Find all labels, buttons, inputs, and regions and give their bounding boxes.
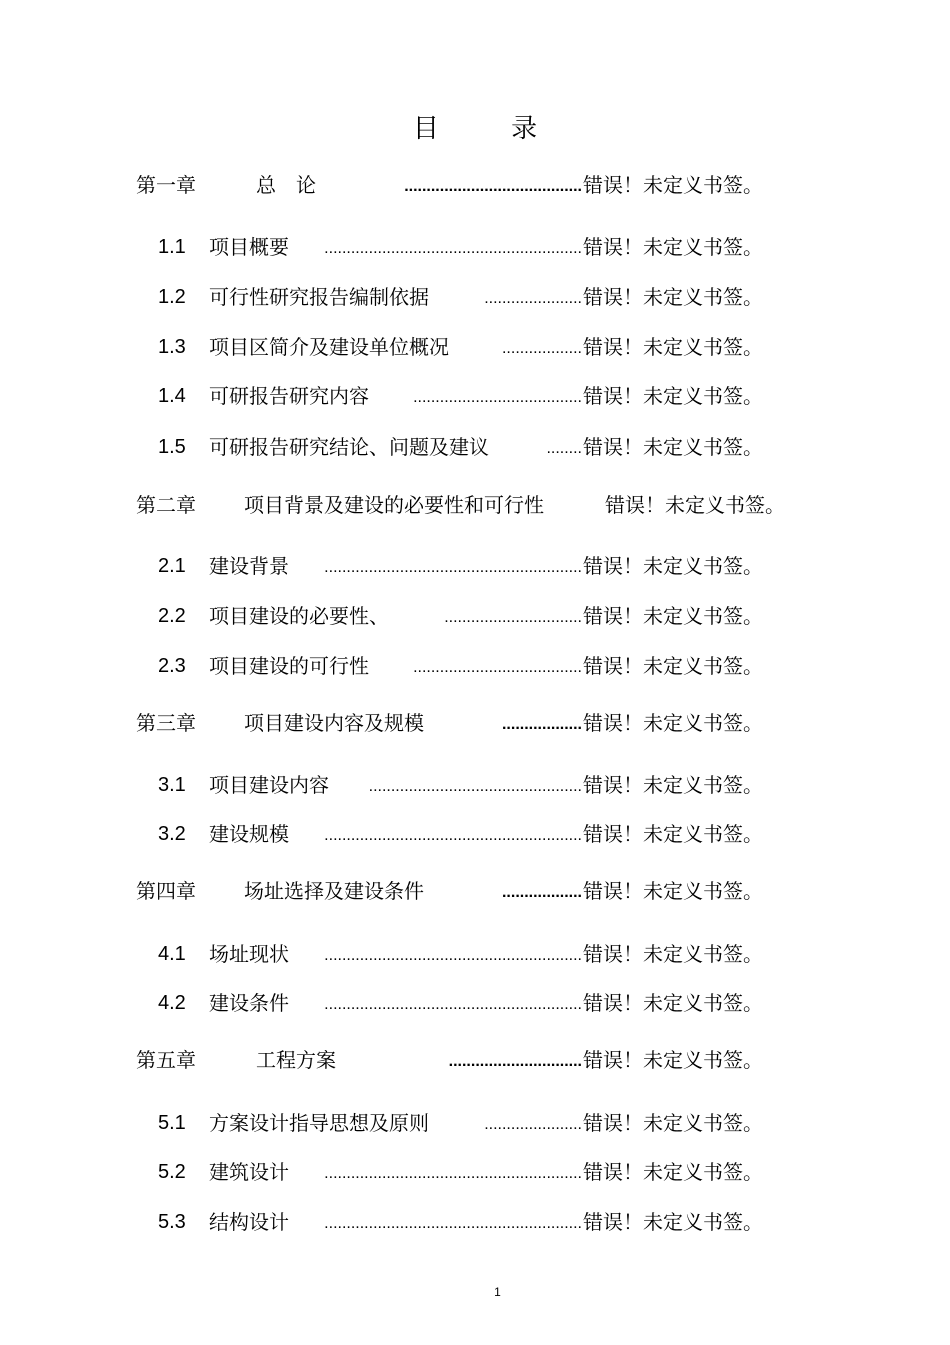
toc-page-ref: 错误！未定义书签。 [583,773,763,797]
toc-page-ref: 错误！未定义书签。 [583,1160,763,1184]
section-number: 4.2 [158,992,186,1014]
section-title: 项目区简介及建设单位概况 [209,335,449,359]
section-title: 建设规模 [209,822,289,846]
chapter-title: 总 论 [256,173,316,197]
chapter-label: 第五章 [136,1048,196,1072]
section-number: 5.3 [158,1211,186,1233]
toc-leader-dots: ................................................ [368,778,582,795]
section-number: 3.2 [158,823,186,845]
toc-page-ref: 错误！未定义书签。 [583,435,763,459]
section-number: 1.4 [158,385,186,407]
section-title: 建设背景 [209,554,289,578]
section-number: 1.2 [158,286,186,308]
toc-section-2-2[interactable] [0,601,950,631]
toc-chapter-3[interactable] [0,708,950,738]
toc-leader-dots: ...................................... [413,659,582,676]
toc-page-ref: 错误！未定义书签。 [583,173,763,197]
section-number: 3.1 [158,774,186,796]
toc-section-5-1[interactable] [0,1108,950,1138]
chapter-label: 第三章 [136,711,196,735]
toc-page-ref: 错误！未定义书签。 [583,879,763,903]
toc-leader-dots: .......................................................... [324,240,582,257]
toc-chapter-1[interactable] [0,170,950,200]
section-title: 可行性研究报告编制依据 [209,285,429,309]
toc-leader-dots: ...................... [484,1116,582,1133]
chapter-title: 项目背景及建设的必要性和可行性 [244,493,544,517]
toc-section-3-2[interactable] [0,819,950,849]
toc-section-2-3[interactable] [0,651,950,681]
toc-page-ref: 错误！未定义书签。 [583,384,763,408]
toc-page-ref: 错误！未定义书签。 [583,942,763,966]
toc-leader-dots: ...................... [484,290,582,307]
toc-page-ref: 错误！未定义书签。 [605,493,785,517]
toc-page-ref: 错误！未定义书签。 [583,1048,763,1072]
toc-page-ref: 错误！未定义书签。 [583,285,763,309]
toc-section-5-2[interactable] [0,1157,950,1187]
toc-leader-dots: .......................................................... [324,996,582,1013]
toc-leader-dots: .......................................................... [324,947,582,964]
section-number: 1.3 [158,336,186,358]
section-number: 4.1 [158,943,186,965]
chapter-label: 第四章 [136,879,196,903]
toc-leader-dots: ........................................ [404,178,582,195]
section-title: 可研报告研究结论、问题及建议 [209,435,489,459]
section-number: 1.1 [158,236,186,258]
chapter-title: 工程方案 [256,1048,336,1072]
toc-page-ref: 错误！未定义书签。 [583,991,763,1015]
toc-leader-dots: .......................................................... [324,559,582,576]
toc-page-ref: 错误！未定义书签。 [583,711,763,735]
toc-page-ref: 错误！未定义书签。 [583,654,763,678]
toc-section-1-1[interactable] [0,232,950,262]
chapter-title: 项目建设内容及规模 [244,711,424,735]
section-title: 项目建设内容 [209,773,329,797]
section-title: 可研报告研究内容 [209,384,369,408]
toc-title: 目 录 [412,114,570,144]
toc-leader-dots: .................. [501,716,582,733]
toc-chapter-2[interactable] [0,490,950,520]
toc-page-ref: 错误！未定义书签。 [583,1210,763,1234]
section-number: 5.1 [158,1112,186,1134]
section-title: 项目建设的可行性 [209,654,369,678]
toc-page-ref: 错误！未定义书签。 [583,822,763,846]
section-number: 2.2 [158,605,186,627]
section-title: 结构设计 [209,1210,289,1234]
section-title: 项目概要 [209,235,289,259]
toc-section-1-4[interactable] [0,381,950,411]
toc-leader-dots: .............................. [448,1053,582,1070]
toc-page-ref: 错误！未定义书签。 [583,335,763,359]
chapter-title: 场址选择及建设条件 [244,879,424,903]
toc-page-ref: 错误！未定义书签。 [583,604,763,628]
chapter-label: 第二章 [136,493,196,517]
section-number: 2.1 [158,555,186,577]
section-title: 建设条件 [209,991,289,1015]
section-title: 场址现状 [209,942,289,966]
page-number: 1 [494,1285,501,1299]
section-number: 2.3 [158,655,186,677]
toc-section-4-2[interactable] [0,988,950,1018]
toc-section-5-3[interactable] [0,1207,950,1237]
toc-section-1-3[interactable] [0,332,950,362]
toc-section-3-1[interactable] [0,770,950,800]
toc-chapter-4[interactable] [0,876,950,906]
toc-leader-dots: .......................................................... [324,1165,582,1182]
toc-section-4-1[interactable] [0,939,950,969]
toc-leader-dots: ...................................... [413,389,582,406]
section-title: 方案设计指导思想及原则 [209,1111,429,1135]
toc-page-ref: 错误！未定义书签。 [583,1111,763,1135]
toc-section-2-1[interactable] [0,551,950,581]
toc-chapter-5[interactable] [0,1045,950,1075]
toc-leader-dots: ........ [546,440,582,457]
section-title: 建筑设计 [209,1160,289,1184]
toc-leader-dots: .......................................................... [324,827,582,844]
toc-leader-dots: ............................... [444,609,582,626]
toc-leader-dots: .................. [501,884,582,901]
chapter-label: 第一章 [136,173,196,197]
toc-section-1-5[interactable] [0,432,950,462]
toc-leader-dots: .................. [501,340,582,357]
toc-section-1-2[interactable] [0,282,950,312]
toc-page-ref: 错误！未定义书签。 [583,235,763,259]
toc-leader-dots: .......................................................... [324,1215,582,1232]
section-title: 项目建设的必要性、 [209,604,389,628]
section-number: 1.5 [158,436,186,458]
section-number: 5.2 [158,1161,186,1183]
toc-page-ref: 错误！未定义书签。 [583,554,763,578]
